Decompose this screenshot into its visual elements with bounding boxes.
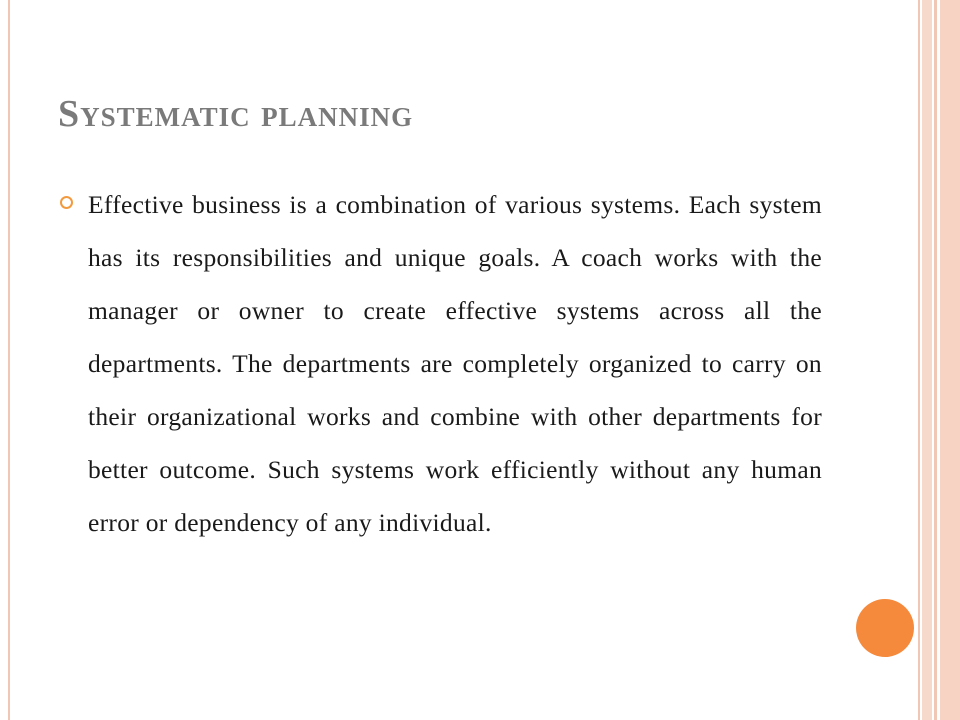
bullet-text: Effective business is a combination of various systems. Each system has its responsibilities and unique goals. A coach works with the manager or owner to create effective systems across all the departments. The departments are completely organized to carry on their organizational works and combine with other departments for better outcome. Such systems work efficiently without any human error or dependency of any individual. bbox=[88, 190, 822, 537]
left-border-line bbox=[8, 0, 10, 720]
stripe bbox=[918, 0, 920, 720]
right-decorative-stripes bbox=[918, 0, 960, 720]
ring-bullet-icon bbox=[60, 196, 73, 209]
stripe bbox=[922, 0, 932, 720]
stripe bbox=[934, 0, 937, 720]
slide-title: Systematic planning bbox=[58, 93, 414, 135]
decorative-circle bbox=[856, 599, 914, 657]
slide-body bbox=[60, 178, 822, 549]
stripe bbox=[940, 0, 960, 720]
bullet-item bbox=[60, 178, 822, 549]
